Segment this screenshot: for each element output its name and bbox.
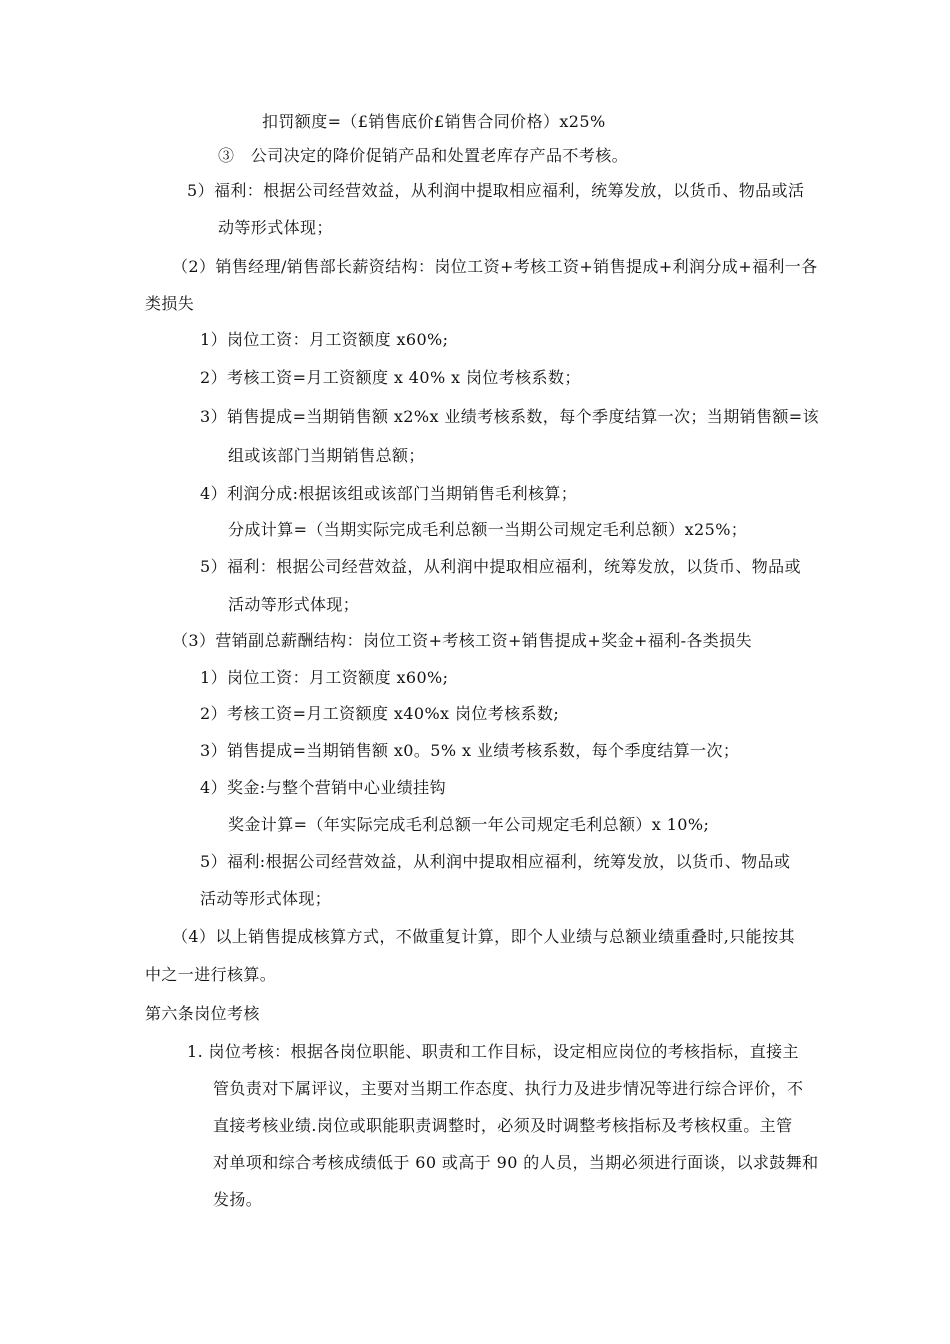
- text-line: ③ 公司决定的降价促销产品和处置老库存产品不考核。: [218, 146, 629, 165]
- text-line: 奖金计算=（年实际完成毛利总额一年公司规定毛利总额）x 10%;: [228, 815, 710, 834]
- text-line: （3）营销副总薪酬结构：岗位工资+考核工资+销售提成+奖金+福利-各类损失: [172, 631, 753, 650]
- text-line: 发扬。: [213, 1190, 263, 1209]
- text-line: 1. 岗位考核：根据各岗位职能、职责和工作目标，设定相应岗位的考核指标，直接主: [187, 1042, 799, 1061]
- text-line: 分成计算=（当期实际完成毛利总额一当期公司规定毛利总额）x25%；: [228, 520, 748, 539]
- text-line: 4）利润分成:根据该组或该部门当期销售毛利核算；: [200, 484, 578, 503]
- text-line: 5）福利：根据公司经营效益，从利润中提取相应福利，统筹发放，以货币、物品或活: [187, 181, 805, 200]
- text-line: 5）福利：根据公司经营效益，从利润中提取相应福利，统筹发放，以货币、物品或: [200, 557, 801, 576]
- text-line: 4）奖金:与整个营销中心业绩挂钩: [200, 778, 446, 797]
- text-line: 对单项和综合考核成绩低于 60 或高于 90 的人员，当期必须进行面谈，以求鼓舞和: [213, 1153, 819, 1172]
- text-line: 1）岗位工资：月工资额度 x60%;: [200, 330, 449, 349]
- text-line: 活动等形式体现；: [228, 595, 360, 614]
- text-line: 2）考核工资=月工资额度 x 40% x 岗位考核系数；: [200, 368, 581, 387]
- text-line: 2）考核工资=月工资额度 x40%x 岗位考核系数;: [200, 704, 560, 723]
- text-line: 3）销售提成=当期销售额 x2%x 业绩考核系数，每个季度结算一次；当期销售额=该: [200, 407, 819, 426]
- text-line: 管负责对下属评议，主要对当期工作态度、执行力及进步情况等进行综合评价，不: [213, 1079, 804, 1098]
- text-line: （4）以上销售提成核算方式，不做重复计算，即个人业绩与总额业绩重叠时,只能按其: [172, 927, 795, 946]
- text-line: 3）销售提成=当期销售额 x0。5% x 业绩考核系数，每个季度结算一次；: [200, 741, 740, 760]
- text-line: 动等形式体现；: [218, 218, 333, 237]
- text-line: 中之一进行核算。: [145, 965, 277, 984]
- section-heading: 第六条岗位考核: [145, 1004, 260, 1023]
- text-line: 活动等形式体现；: [200, 889, 332, 908]
- text-line: 扣罚额度=（£销售底价£销售合同价格）x25%: [262, 112, 606, 131]
- text-line: （2）销售经理/销售部长薪资结构：岗位工资+考核工资+销售提成+利润分成+福利一各: [172, 257, 818, 276]
- text-line: 组或该部门当期销售总额；: [228, 446, 425, 465]
- text-line: 直接考核业绩.岗位或职能职责调整时，必须及时调整考核指标及考核权重。主管: [213, 1116, 793, 1135]
- text-line: 1）岗位工资：月工资额度 x60%;: [200, 668, 449, 687]
- text-line: 类损失: [145, 294, 195, 313]
- text-line: 5）福利:根据公司经营效益，从利润中提取相应福利，统筹发放，以货币、物品或: [200, 852, 791, 871]
